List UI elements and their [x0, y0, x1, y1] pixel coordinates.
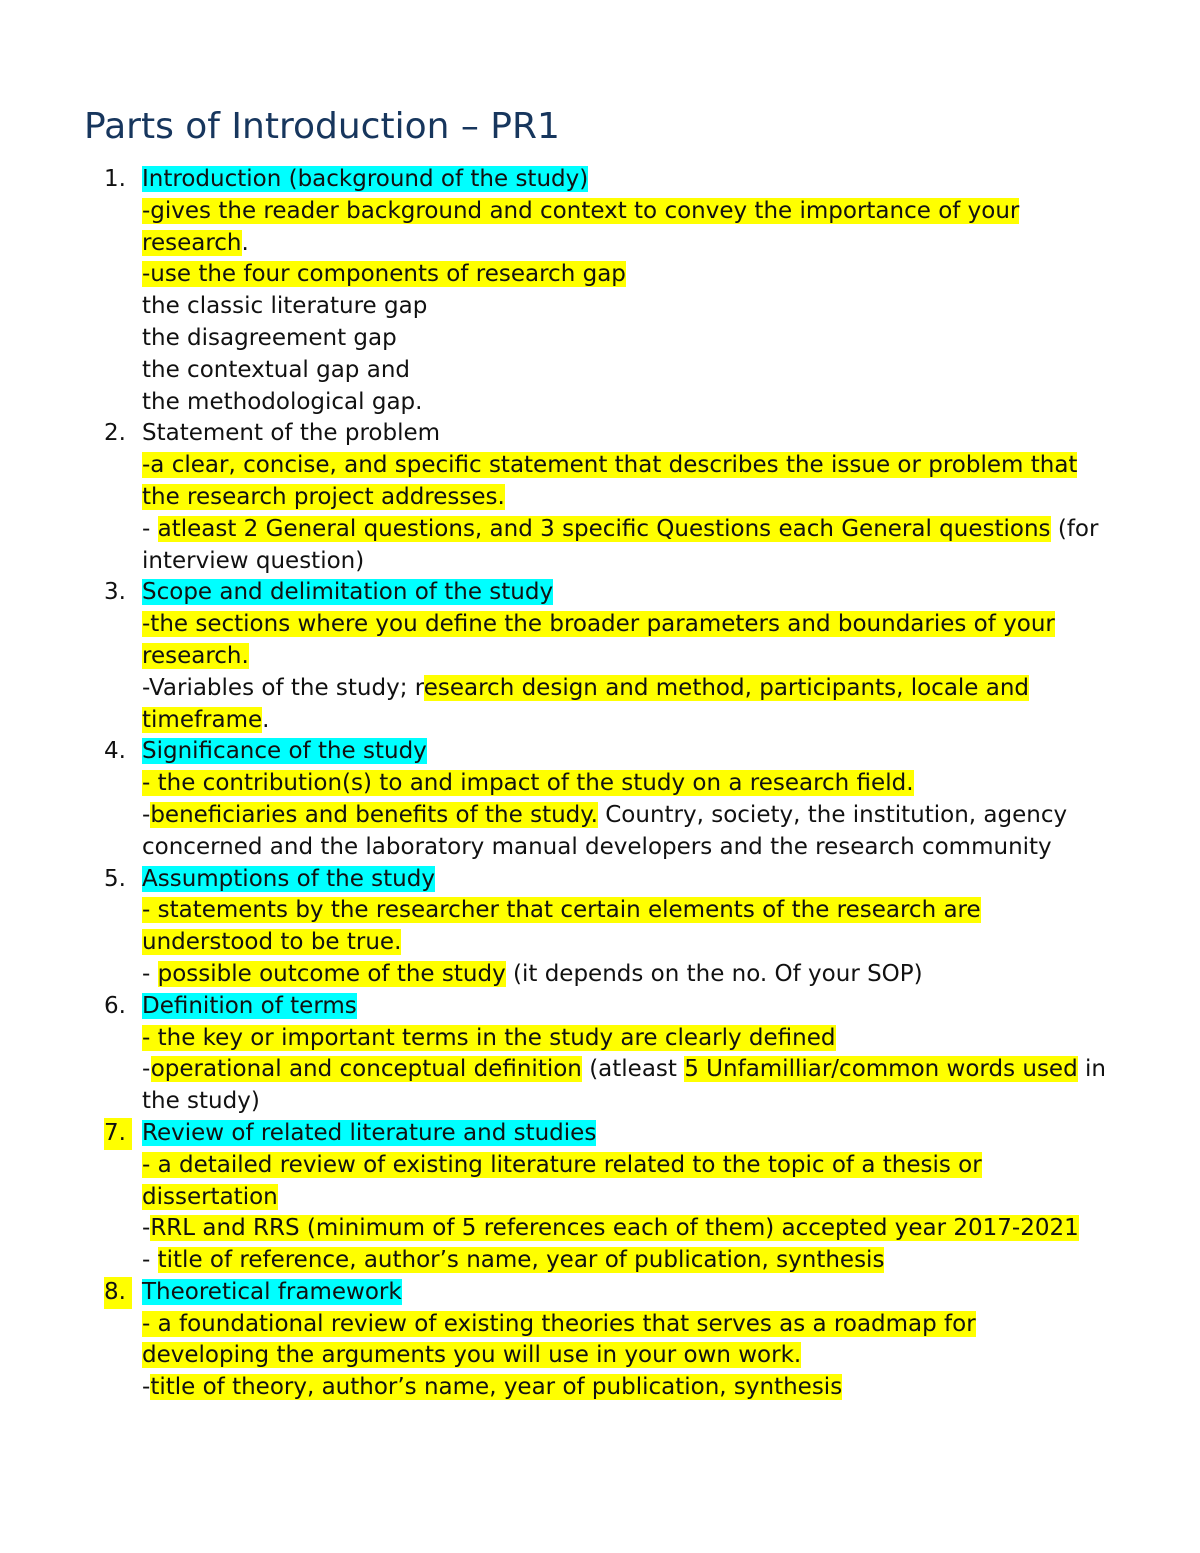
highlighted-text: dissertation — [142, 1183, 278, 1210]
text-segment: the study) — [142, 1088, 260, 1115]
section-line — [142, 514, 1200, 546]
list-item — [0, 577, 1200, 736]
text-segment: . — [241, 229, 249, 256]
list-item — [0, 418, 1200, 577]
list-number: 1. — [104, 166, 126, 192]
section-line — [142, 768, 1200, 800]
text-segment: - — [142, 1374, 151, 1401]
text-segment: - — [142, 515, 158, 542]
highlighted-text: the research project addresses. — [142, 483, 505, 510]
text-segment: - — [142, 960, 158, 987]
section-line — [142, 1054, 1200, 1086]
list-number: 4. — [104, 738, 126, 765]
highlighted-text: Scope and delimitation of the study — [142, 579, 554, 606]
highlighted-text: Introduction (background of the study) — [142, 166, 589, 192]
section-line — [142, 1340, 1200, 1372]
highlighted-text: -the sections where you define the broader parameters and boundaries of your — [142, 611, 1055, 638]
parts-list — [0, 164, 1200, 1404]
text-segment: concerned and the laboratory manual developers and the research community — [142, 833, 1052, 860]
text-segment: - — [142, 801, 151, 828]
highlighted-text: research — [142, 229, 242, 256]
highlighted-text: Assumptions of the study — [142, 865, 435, 892]
list-item — [0, 736, 1200, 863]
highlighted-text: - the contribution(s) to and impact of the study on a research field. — [142, 770, 914, 797]
section-line — [142, 323, 1200, 355]
highlighted-text: beneficiaries and benefits of the study. — [150, 801, 598, 828]
highlighted-text: Review of related literature and studies — [142, 1119, 597, 1146]
highlighted-text: title of theory, author’s name, year of publication, synthesis — [150, 1374, 843, 1401]
section-line — [142, 1372, 1200, 1404]
section-line — [142, 1150, 1200, 1182]
section-heading — [142, 577, 1200, 609]
section-line — [142, 450, 1200, 482]
highlighted-text: title of reference, author’s name, year of publication, synthesis — [157, 1247, 885, 1274]
highlighted-text: - the key or important terms in the study are clearly defined — [142, 1024, 836, 1051]
text-segment: Statement of the problem — [142, 420, 441, 447]
text-segment: (it depends on the no. Of your SOP) — [505, 960, 923, 987]
document-title: Parts of Introduction – PR1 — [84, 106, 560, 147]
highlighted-text: -a clear, concise, and specific statement that describes the issue or problem that — [142, 452, 1078, 479]
section-line — [142, 959, 1200, 991]
section-line — [142, 800, 1200, 832]
list-number: 6. — [104, 992, 126, 1019]
section-heading — [142, 864, 1200, 896]
text-segment: - — [142, 1056, 151, 1083]
text-segment: the contextual gap and — [142, 356, 410, 383]
text-segment: (atleast — [581, 1056, 685, 1083]
text-segment: (for — [1050, 515, 1099, 542]
highlighted-text: Theoretical framework — [142, 1278, 402, 1305]
section-heading — [142, 736, 1200, 768]
section-line — [142, 1182, 1200, 1214]
section-heading — [142, 1118, 1200, 1150]
section-line — [142, 291, 1200, 323]
section-heading — [142, 418, 1200, 450]
highlighted-text: timeframe — [142, 706, 263, 733]
section-line — [142, 482, 1200, 514]
highlighted-text: 5 Unfamilliar/common words used — [684, 1056, 1078, 1083]
highlighted-text: - a detailed review of existing literature related to the topic of a thesis or — [142, 1151, 982, 1178]
highlighted-text: operational and conceptual definition — [150, 1056, 582, 1083]
list-item — [0, 164, 1200, 418]
highlighted-text: possible outcome of the study — [157, 960, 506, 987]
text-segment: interview question) — [142, 547, 365, 574]
text-segment: the disagreement gap — [142, 324, 397, 351]
section-line — [142, 259, 1200, 291]
text-segment: - — [142, 1215, 151, 1242]
list-number: 5. — [104, 865, 126, 892]
list-item — [0, 1277, 1200, 1404]
section-line — [142, 673, 1200, 705]
list-number: 7. — [104, 1118, 132, 1150]
section-line — [142, 546, 1200, 578]
section-line — [142, 228, 1200, 260]
text-segment: Country, society, the institution, agency — [597, 801, 1068, 828]
text-segment: in — [1077, 1056, 1106, 1083]
list-item — [0, 1118, 1200, 1277]
text-segment: . — [262, 706, 270, 733]
list-item — [0, 864, 1200, 991]
section-line — [142, 927, 1200, 959]
list-item — [0, 991, 1200, 1118]
list-number: 3. — [104, 579, 126, 606]
highlighted-text: -gives the reader background and context to convey the importance of your — [142, 197, 1020, 224]
section-line — [142, 832, 1200, 864]
highlighted-text: -use the four components of research gap — [142, 261, 626, 288]
section-heading — [142, 1277, 1200, 1309]
text-segment: -Variables of the study; r — [142, 674, 424, 701]
highlighted-text: - a foundational review of existing theories that serves as a roadmap for — [142, 1310, 976, 1337]
section-line — [142, 895, 1200, 927]
highlighted-text: - statements by the researcher that certain elements of the research are — [142, 897, 981, 924]
highlighted-text: developing the arguments you will use in your own work. — [142, 1342, 802, 1369]
highlighted-text: Significance of the study — [142, 738, 427, 765]
text-segment: - — [142, 1247, 158, 1274]
highlighted-text: esearch design and method, participants, locale and — [423, 674, 1030, 701]
text-segment: the classic literature gap — [142, 293, 428, 320]
highlighted-text: Definition of terms — [142, 992, 357, 1019]
section-line — [142, 1213, 1200, 1245]
section-line — [142, 355, 1200, 387]
section-line — [142, 1086, 1200, 1118]
highlighted-text: research. — [142, 642, 249, 669]
highlighted-text: understood to be true. — [142, 929, 402, 956]
highlighted-text: atleast 2 General questions, and 3 specific Questions each General questions — [157, 515, 1051, 542]
section-heading — [142, 164, 1200, 196]
section-line — [142, 705, 1200, 737]
highlighted-text: RRL and RRS (minimum of 5 references each of them) accepted year 2017-2021 — [150, 1215, 1079, 1242]
section-heading — [142, 991, 1200, 1023]
section-line — [142, 196, 1200, 228]
section-line — [142, 387, 1200, 419]
section-line — [142, 641, 1200, 673]
section-line — [142, 1309, 1200, 1341]
section-line — [142, 1245, 1200, 1277]
list-number: 8. — [104, 1277, 132, 1309]
section-line — [142, 609, 1200, 641]
list-number: 2. — [104, 420, 126, 447]
text-segment: the methodological gap. — [142, 388, 423, 415]
section-line — [142, 1023, 1200, 1055]
